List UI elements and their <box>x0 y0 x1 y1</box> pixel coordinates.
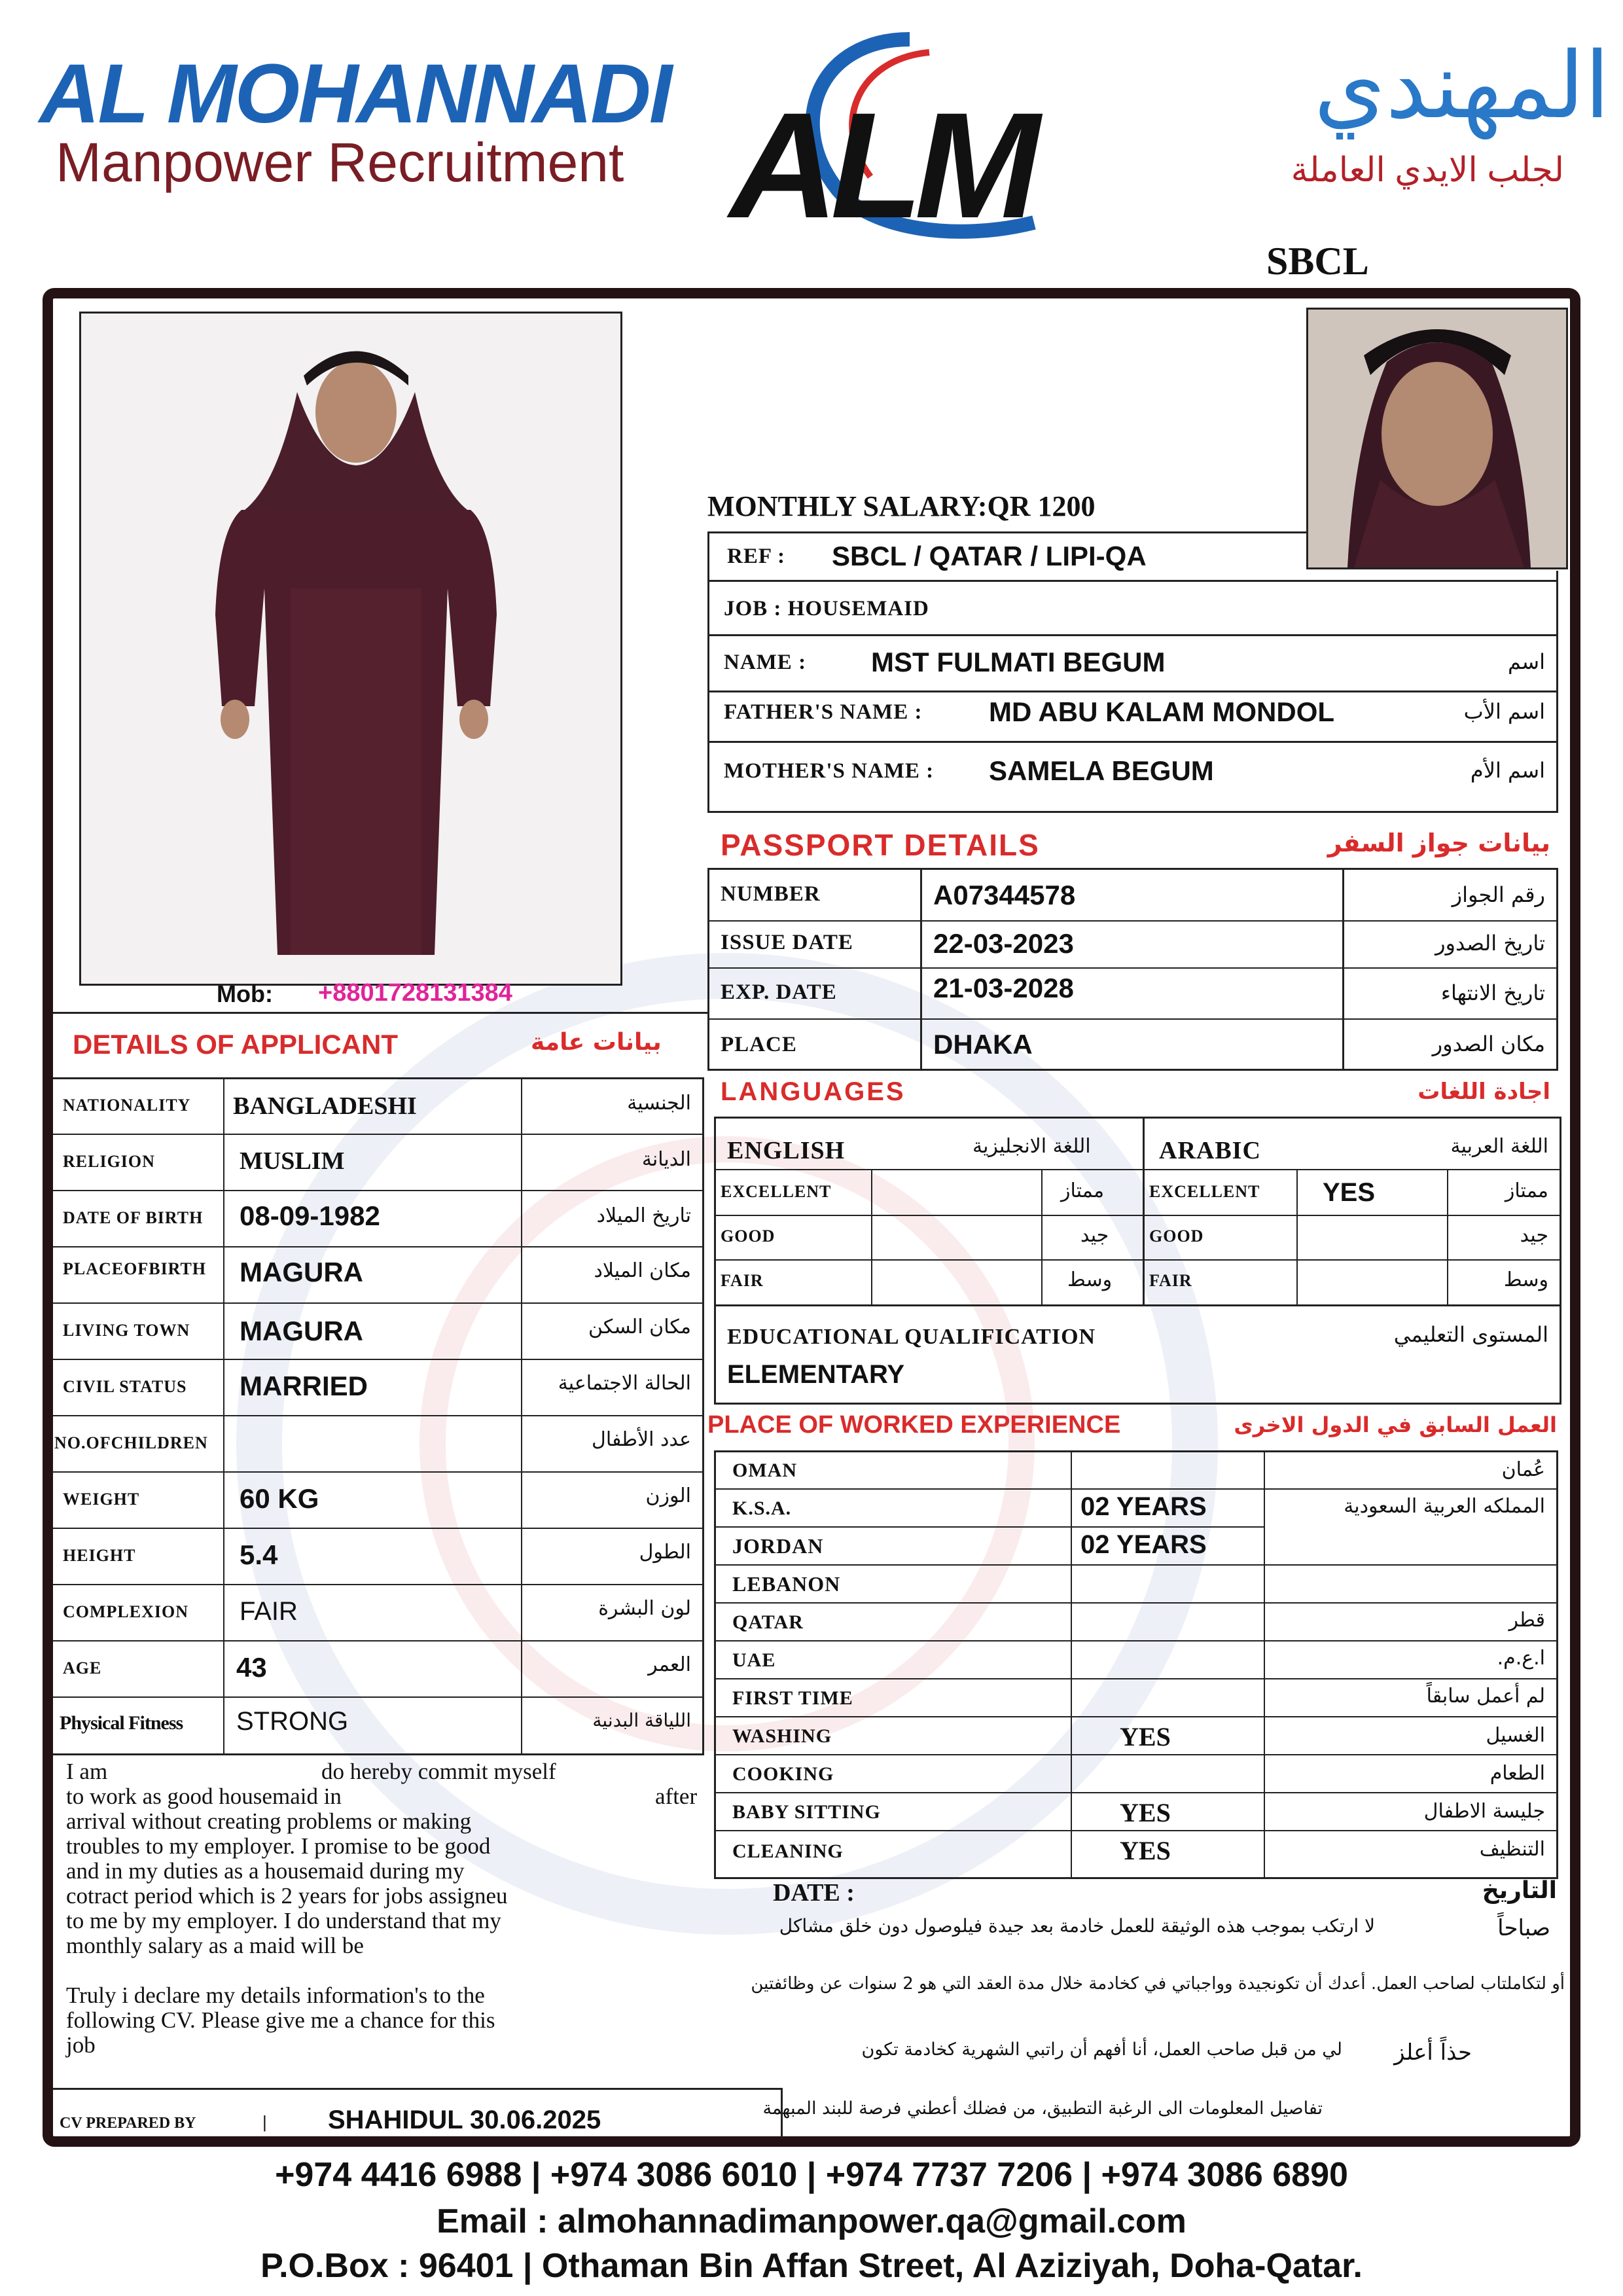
experience-value-jordan: 02 YEARS <box>1080 1530 1207 1559</box>
declaration-after: after <box>655 1784 698 1809</box>
declaration-i-am: I am <box>66 1759 108 1784</box>
arabic-declaration-line-3: أو لتكاملتاب لصاحب العمل. أعدك أن تكونجيدة وواجباتي في كخادمة خلال مدة العقد التي هو 2 سنوات عن وظائفتين <box>751 1974 1565 1994</box>
fitness-value: STRONG <box>236 1707 349 1736</box>
religion-value: MUSLIM <box>240 1147 345 1175</box>
experience-ar-uae: ا.ع.م. <box>1497 1647 1545 1670</box>
skill-cleaning-label: CLEANING <box>732 1840 844 1862</box>
job-label: JOB : HOUSEMAID <box>724 597 929 620</box>
arabic-label-ar: اللغة العربية <box>1450 1135 1548 1158</box>
passport-number-label: NUMBER <box>721 882 821 906</box>
english-fair-label: FAIR <box>721 1271 764 1290</box>
english-good-label: GOOD <box>721 1227 776 1246</box>
skill-baby-sitting-value: YES <box>1120 1798 1171 1827</box>
education-label: EDUCATIONAL QUALIFICATION <box>727 1325 1096 1349</box>
experience-ar-qatar: قطر <box>1508 1609 1545 1632</box>
passport-heading: PASSPORT DETAILS <box>721 828 1040 862</box>
truly-line-1: Truly i declare my details information's to the <box>66 1982 485 2008</box>
place-ar: مكان الصدور <box>1432 1031 1545 1056</box>
passport-heading-ar: بيانات جواز السفر <box>1327 829 1550 857</box>
arabic-excellent-label: EXCELLENT <box>1149 1182 1260 1201</box>
exp-date-value: 21-03-2028 <box>933 973 1074 1003</box>
experience-ar-oman: عُمان <box>1501 1458 1545 1481</box>
skill-washing-value: YES <box>1120 1722 1171 1751</box>
education-value: ELEMENTARY <box>727 1360 905 1389</box>
agency-code: SBCL <box>1266 240 1369 283</box>
arabic-declaration-line-5: حذاً أعلز <box>1394 2039 1472 2066</box>
passport-number-value: A07344578 <box>933 880 1076 910</box>
exp-date-label: EXP. DATE <box>721 980 837 1004</box>
place-of-birth-value: MAGURA <box>240 1257 363 1287</box>
arabic-good-ar: جيد <box>1520 1224 1548 1247</box>
languages-table <box>714 1117 1561 1306</box>
applicant-heading: DETAILS OF APPLICANT <box>73 1029 398 1060</box>
declaration-line-7: to me by my employer. I do understand that my <box>66 1908 501 1933</box>
age-label: AGE <box>63 1659 102 1677</box>
skill-baby-sitting-label: BABY SITTING <box>732 1801 881 1823</box>
mobile-number: +8801728131384 <box>318 979 512 1007</box>
headshot-photo <box>1306 308 1568 569</box>
mother-name-label: MOTHER'S NAME : <box>724 759 935 783</box>
mother-name-value: SAMELA BEGUM <box>989 755 1214 786</box>
person-figure-icon <box>81 314 620 984</box>
skill-washing-label: WASHING <box>732 1725 832 1747</box>
height-value: 5.4 <box>240 1539 278 1570</box>
experience-value-ksa: 02 YEARS <box>1080 1492 1207 1521</box>
weight-label: WEIGHT <box>63 1490 140 1509</box>
declaration-line-4: troubles to my employer. I promise to be good <box>66 1833 491 1859</box>
arabic-declaration-line-2: صباحاً <box>1497 1915 1550 1941</box>
age-value: 43 <box>236 1652 267 1683</box>
mobile-label: Mob: <box>217 980 273 1007</box>
company-subtitle: Manpower Recruitment <box>56 132 624 193</box>
date-label: DATE : <box>773 1879 855 1907</box>
skill-cleaning-ar: التنظيف <box>1479 1838 1545 1861</box>
languages-heading-ar: اجادة اللغات <box>1418 1079 1550 1105</box>
english-fair-ar: وسط <box>1067 1268 1113 1291</box>
issue-date-value: 22-03-2023 <box>933 928 1074 959</box>
place-value: DHAKA <box>933 1029 1033 1060</box>
complexion-label: COMPLEXION <box>63 1602 188 1621</box>
experience-ar-ksa: المملكه العربية السعودية <box>1344 1495 1545 1518</box>
nationality-value: BANGLADESHI <box>233 1092 417 1120</box>
skill-cooking-ar: الطعام <box>1489 1762 1545 1785</box>
truly-line-3: job <box>66 2032 96 2058</box>
living-town-label: LIVING TOWN <box>63 1321 190 1340</box>
company-subtitle-ar: لجلب الايدي العاملة <box>1291 151 1564 189</box>
living-town-ar: مكان السكن <box>588 1316 691 1338</box>
education-label-ar: المستوى التعليمي <box>1393 1322 1548 1347</box>
applicant-table <box>53 1077 704 1755</box>
experience-row-oman: OMAN <box>732 1460 797 1481</box>
age-ar: العمر <box>648 1653 691 1676</box>
footer-email: Email : almohannadimanpower.qa@gmail.com <box>437 2202 1186 2240</box>
fitness-ar: اللياقة البدنية <box>592 1710 691 1731</box>
nationality-label: NATIONALITY <box>63 1096 191 1115</box>
passport-number-ar: رقم الجواز <box>1452 882 1545 907</box>
cv-prepared-separator: | <box>262 2112 267 2132</box>
arabic-declaration-line-1: لا ارتكب بموجب هذه الوثيقة للعمل خادمة بعد جيدة فيلوصول دون خلق مشاكل <box>779 1915 1375 1937</box>
english-label: ENGLISH <box>727 1137 846 1164</box>
applicant-heading-bar <box>53 1012 707 1014</box>
living-town-value: MAGURA <box>240 1316 363 1346</box>
children-ar: عدد الأطفال <box>592 1428 691 1451</box>
skill-cleaning-value: YES <box>1120 1836 1171 1865</box>
company-name-en: AL MOHANNADI <box>39 47 671 141</box>
father-name-label: FATHER'S NAME : <box>724 700 923 724</box>
declaration-line-6: cotract period which is 2 years for jobs assigneu <box>66 1883 508 1909</box>
monthly-salary: MONTHLY SALARY:QR 1200 <box>707 490 1096 522</box>
arabic-declaration-line-4: لي من قبل صاحب العمل، أنا أفهم أن راتبي الشهرية كخادمة تكون <box>861 2039 1342 2060</box>
issue-date-label: ISSUE DATE <box>721 931 853 954</box>
weight-value: 60 KG <box>240 1483 319 1514</box>
job-info-box <box>707 531 1558 813</box>
experience-table <box>714 1450 1558 1879</box>
declaration-commit: do hereby commit myself <box>321 1759 556 1784</box>
civil-status-label: CIVIL STATUS <box>63 1377 187 1396</box>
arabic-fair-ar: وسط <box>1503 1268 1548 1291</box>
arabic-excellent-ar: ممتاز <box>1505 1179 1548 1202</box>
exp-date-ar: تاريخ الانتهاء <box>1440 980 1545 1005</box>
cv-frame <box>43 288 1580 2147</box>
place-of-birth-label: PLACEOFBIRTH <box>63 1259 207 1278</box>
dob-value: 08-09-1982 <box>240 1200 380 1231</box>
date-label-ar: التاريخ <box>1482 1877 1557 1904</box>
skill-cooking-label: COOKING <box>732 1763 834 1785</box>
english-excellent-label: EXCELLENT <box>721 1182 832 1201</box>
ref-label: REF : <box>727 545 786 568</box>
nationality-ar: الجنسية <box>627 1092 691 1115</box>
arabic-declaration-line-6: تفاصيل المعلومات الى الرغبة التطبيق، من فضلك أعطني فرصة للبند المبهمة <box>762 2098 1323 2119</box>
name-label-ar: اسم <box>1508 649 1545 674</box>
experience-row-jordan: JORDAN <box>732 1534 824 1558</box>
experience-row-first-time: FIRST TIME <box>732 1687 853 1709</box>
declaration-line-5: and in my duties as a housemaid during my <box>66 1858 465 1884</box>
footer-address: P.O.Box : 96401 | Othaman Bin Affan Street, Al Aziziyah, Doha-Qatar. <box>260 2247 1363 2285</box>
height-label: HEIGHT <box>63 1546 136 1565</box>
experience-row-qatar: QATAR <box>732 1611 804 1633</box>
english-excellent-ar: ممتاز <box>1061 1179 1105 1202</box>
experience-heading: PLACE OF WORKED EXPERIENCE <box>707 1411 1121 1439</box>
weight-ar: الوزن <box>645 1484 691 1507</box>
arabic-good-label: GOOD <box>1149 1227 1204 1246</box>
passport-table <box>707 868 1558 1071</box>
fitness-label: Physical Fitness <box>60 1712 183 1734</box>
father-name-label-ar: اسم الأب <box>1463 699 1545 724</box>
truly-line-2: following CV. Please give me a chance for this <box>66 2007 495 2033</box>
header <box>0 0 1623 288</box>
education-box <box>714 1306 1561 1405</box>
person-headshot-icon <box>1308 310 1566 567</box>
languages-heading: LANGUAGES <box>721 1077 906 1106</box>
declaration-line-1 <box>66 1759 727 1784</box>
complexion-ar: لون البشرة <box>598 1597 691 1620</box>
english-good-ar: جيد <box>1080 1224 1109 1247</box>
religion-ar: الديانة <box>641 1148 691 1171</box>
experience-ar-first-time: لم أعمل سابقاً <box>1426 1685 1545 1708</box>
civil-status-ar: الحالة الاجتماعية <box>558 1372 691 1395</box>
civil-status-value: MARRIED <box>240 1371 368 1401</box>
experience-heading-ar: العمل السابق في الدول الاخرى <box>1234 1412 1557 1437</box>
arabic-fair-label: FAIR <box>1149 1271 1192 1290</box>
declaration-line-8: monthly salary as a maid will be <box>66 1933 364 1958</box>
religion-label: RELIGION <box>63 1152 155 1171</box>
arabic-excellent-value: YES <box>1323 1178 1376 1207</box>
logo-mark: ALM <box>730 81 1033 249</box>
name-label: NAME : <box>724 651 807 674</box>
complexion-value: FAIR <box>240 1597 298 1626</box>
issue-date-ar: تاريخ الصدور <box>1435 931 1545 956</box>
declaration-line-3: arrival without creating problems or making <box>66 1808 472 1834</box>
skill-washing-ar: الغسيل <box>1486 1724 1545 1747</box>
mother-name-label-ar: اسم الأم <box>1470 758 1545 783</box>
father-name-value: MD ABU KALAM MONDOL <box>989 696 1335 727</box>
cv-prepared-label: CV PREPARED BY <box>60 2115 196 2132</box>
children-label: NO.OFCHILDREN <box>54 1433 208 1452</box>
dob-label: DATE OF BIRTH <box>63 1208 204 1227</box>
place-label: PLACE <box>721 1033 797 1056</box>
declaration-line-2 <box>66 1784 727 1809</box>
footer-phones: +974 4416 6988 | +974 3086 6010 | +974 7737 7206 | +974 3086 6890 <box>275 2156 1348 2194</box>
full-body-photo <box>79 312 622 986</box>
english-declaration <box>66 1759 727 2058</box>
declaration-work-as: to work as good housemaid in <box>66 1784 342 1809</box>
dob-ar: تاريخ الميلاد <box>596 1204 691 1227</box>
place-of-birth-ar: مكان الميلاد <box>594 1259 691 1282</box>
company-name-ar: المهندي <box>1313 34 1610 137</box>
arabic-label: ARABIC <box>1159 1137 1261 1164</box>
height-ar: الطول <box>639 1541 691 1564</box>
experience-row-ksa: K.S.A. <box>732 1498 792 1519</box>
english-label-ar: اللغة الانجليزية <box>972 1135 1091 1158</box>
applicant-heading-ar: بيانات عامة <box>531 1029 662 1056</box>
skill-baby-sitting-ar: جليسة الاطفال <box>1423 1800 1545 1823</box>
ref-value: SBCL / QATAR / LIPI-QA <box>832 541 1147 571</box>
cv-prepared-value: SHAHIDUL 30.06.2025 <box>328 2106 601 2134</box>
cv-prepared-box <box>53 2088 783 2138</box>
experience-row-lebanon: LEBANON <box>732 1572 841 1596</box>
name-value: MST FULMATI BEGUM <box>871 647 1166 677</box>
experience-row-uae: UAE <box>732 1649 776 1671</box>
